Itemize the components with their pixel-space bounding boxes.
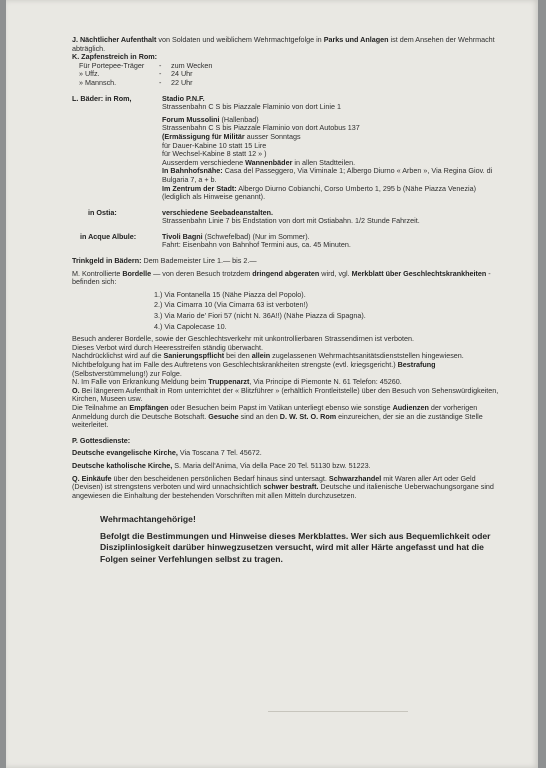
document-body (72, 36, 502, 565)
list-item: 2.) Via Cimarra 10 (Via Cimarra 63 ist verboten!) (154, 300, 308, 310)
section-m: M. Kontrollierte Bordelle — von deren Besuch trotzdem dringend abgeraten wird, vgl. Merkblatt über Geschlechtskrankheiten - befinden sich: (72, 268, 491, 287)
address-list (72, 291, 502, 331)
section-o-p2: Die Teilnahme an Empfängen oder Besuchen beim Papst im Vatikan unterliegt ebenso wie sonstige Audienzen der vorherigen Anmeldung durch die Deutsche Botschaft. Gesuche sind an den D. W. St. O. Rom einzureichen, der sie an die zuständige Stelle weiterleitet. (72, 402, 483, 430)
list-item: 3.) Via Mario de' Fiori 57 (nicht N. 36A!!) (Nähe Piazza di Spagna). (154, 311, 366, 321)
curfew-row: » Mannsch. - 22 Uhr (79, 77, 193, 87)
section-q: Q. Einkäufe über den bescheidenen persönlichen Bedarf hinaus sind untersagt. Schwarzhandel mit Waren aller Art oder Geld (Devisen) ist strengstens verboten und wird unnachsichtlich schwer bestraft. Deutsche und italienische Ueberwachungsorgane sind angewiesen die Einhaltung der bestehenden Vorschriften mit allen Mitteln durchzusetzen. (72, 473, 494, 500)
section-m-p3: Dieses Verbot wird durch Heeresstreifen ständig überwacht. (72, 342, 263, 352)
section-m-p2: Besuch anderer Bordelle, sowie der Geschlechtsverkehr mit unkontrollierbaren Strassendirnen ist verboten. (72, 334, 414, 344)
warning-block (72, 514, 502, 565)
list-item: 4.) Via Capolecase 10. (154, 321, 227, 331)
warning-body: Befolgt die Bestimmungen und Hinweise dieses Merkblattes. Wer sich aus Bequemlichkeit oder Disziplinlosigkeit darüber hinwegzusetzen versucht, wird mit aller Härte angefasst und hat die Folgen seiner Verfehlungen selbst zu tragen. (100, 530, 491, 564)
curfew-row: » Uffz. - 24 Uhr (79, 69, 193, 79)
section-l-ostia: in Ostia: verschiedene Seebadeanstalten. Strassenbahn Linie 7 bis Endstation von dort mit Ostiabahn. 1/2 Stunde Fahrzeit. (88, 207, 420, 226)
section-n: N. Im Falle von Erkrankung Meldung beim Truppenarzt, Via Principe di Piemonte N. 61 Telefon: 45260. (72, 377, 402, 387)
section-o: O. Bei längerem Aufenthalt in Rom unterrichtet der « Blitzführer » (erhältlich Frontleitstelle) über den Besuch von Sehenswürdigkeiten, Kirchen, Museen usw. (72, 385, 499, 404)
section-m-p4: Nachdrücklichst wird auf die Sanierungspflicht bei den allein zugelassenen Wehrmachtsanitätsdienststellen hingewiesen. Nichtbefolgung hat im Falle des Auftretens von Geschlechtskrankheiten strengste (evtl. kriegsgericht.) Bestrafung (Selbstverstümmelung!) zur Folge. (72, 351, 464, 378)
curfew-row: Für Portepee-Träger - zum Wecken (79, 60, 213, 70)
section-l-rom: L. Bäder: in Rom, Stadio P.N.F. Strassenbahn C S bis Piazzale Flaminio von dort Linie 1 Forum Mussolini (Hallenbad) Strassenbahn C S bis Piazzale Flaminio von dort Autobus 137 (Ermässigung für Militär ausser Sonntags für Dauer-Kabine 10 statt 15 Lire für Wechsel-Kabine 8 statt 12 » ) Ausserdem verschiedene Wannenbäder in allen Stadtteilen. In Bahnhofsnähe: Casa del Passeggero, Via Viminale 1; Albergo Diurno « Arben », Via Regina Giov. di Bulgaria 7, a + b. Im Zentrum der Stadt: Albergo Diurno Cobianchi, Corso Umberto 1, 295 b (Nähe Piazza Venezia) (lediglich als Hinweise genannt). (72, 93, 493, 202)
section-p-label: P. Gottesdienste: (72, 435, 131, 445)
curfew-table (72, 62, 502, 88)
tip-note: Trinkgeld in Bädern: Dem Bademeister Lire 1.— bis 2.— (72, 256, 257, 266)
church-protestant: Deutsche evangelische Kirche, Via Toscana 7 Tel. 45672. (72, 448, 262, 458)
church-catholic: Deutsche katholische Kirche, S. Maria dell'Anima, Via della Pace 20 Tel. 51130 bzw. 51223. (72, 460, 371, 470)
section-l-albule: in Acque Albule: Tivoli Bagni (Schwefelbad) (Nur im Sommer). Fahrt: Eisenbahn von Bahnhof Termini aus, ca. 45 Minuten. (80, 231, 351, 250)
section-j-label: J. Nächtlicher Aufenthalt (72, 35, 157, 44)
list-item: 1.) Via Fontanella 15 (Nähe Piazza del Popolo). (154, 289, 306, 299)
divider (268, 711, 408, 712)
document-sheet (6, 0, 538, 768)
section-j: J. Nächtlicher Aufenthalt von Soldaten und weiblichem Wehrmachtgefolge in Parks und Anlagen ist dem Ansehen der Wehrmacht abträglich. (72, 35, 495, 53)
warning-heading: Wehrmachtangehörige! (100, 514, 196, 525)
section-k-label: K. Zapfenstreich in Rom: (72, 52, 158, 62)
section-l-label: L. Bäder: in Rom, (72, 93, 132, 103)
